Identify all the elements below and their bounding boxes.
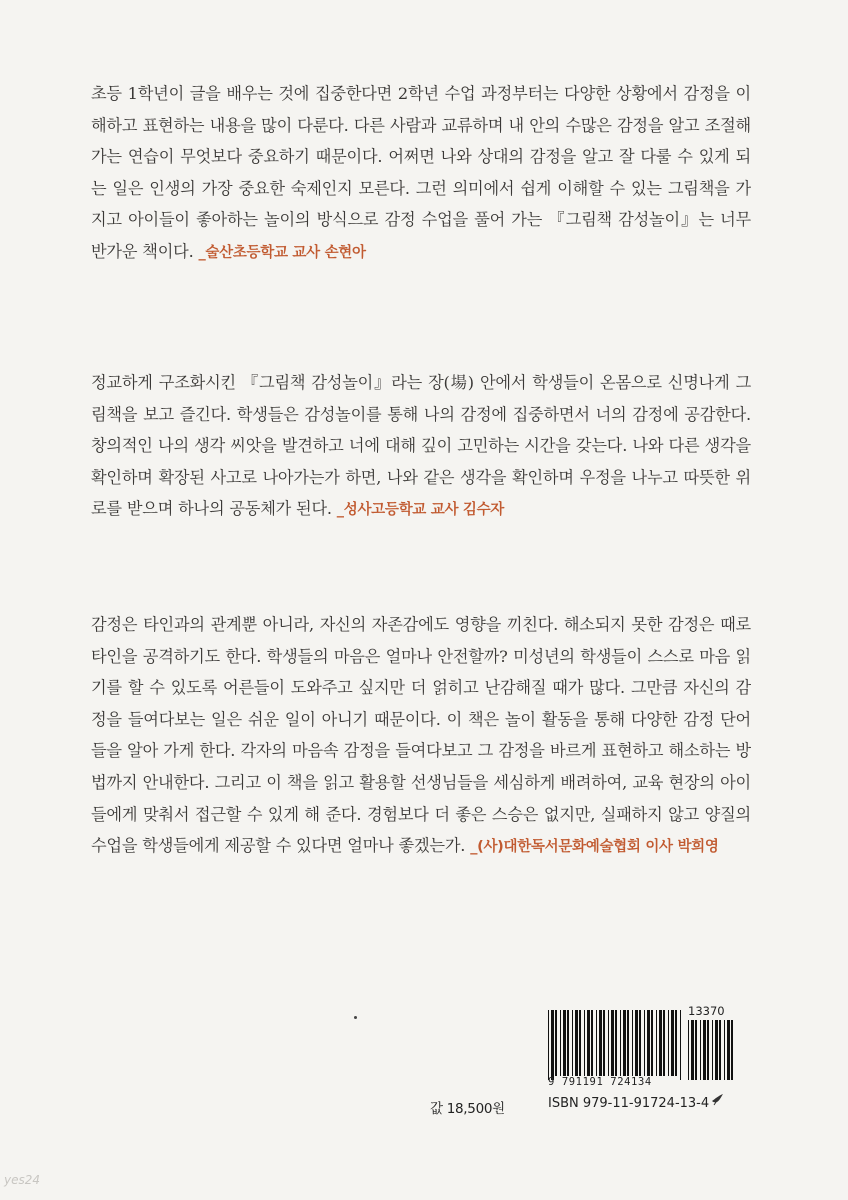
barcode-bar <box>560 1010 561 1076</box>
barcode-bar <box>623 1010 626 1076</box>
barcode-bar <box>596 1010 597 1076</box>
barcode-bar <box>688 1020 689 1080</box>
barcode-bar <box>639 1010 641 1076</box>
barcode-bar <box>620 1010 621 1076</box>
barcode-bar <box>671 1010 674 1076</box>
barcode-bar <box>563 1010 566 1076</box>
barcode-bar <box>731 1020 733 1080</box>
printing-dot <box>354 1016 357 1019</box>
barcode-bar <box>603 1010 605 1076</box>
barcode-bar <box>615 1010 617 1076</box>
barcode-bar <box>591 1010 593 1076</box>
barcode-bar <box>644 1010 645 1076</box>
barcode-bar <box>599 1010 602 1076</box>
barcode-bar <box>608 1010 609 1076</box>
price-label: 값 18,500원 <box>430 1101 505 1117</box>
barcode-bar <box>627 1010 629 1076</box>
quote-2 <box>91 367 751 527</box>
barcode-bar <box>587 1010 590 1076</box>
barcode-bar <box>584 1010 585 1076</box>
barcode-bar <box>611 1010 614 1076</box>
barcode-bar <box>707 1020 709 1080</box>
barcode-bar <box>579 1010 581 1076</box>
quote-3-attribution: _(사)대한독서문화예술협회 이사 박희영 <box>470 839 719 856</box>
barcode-bar <box>691 1020 694 1080</box>
quote-3-text: 감정은 타인과의 관계뿐 아니라, 자신의 자존감에도 영향을 끼친다. 해소되지 못한 감정은 때로 타인을 공격하기도 한다. 학생들의 마음은 얼마나 안전할까? 미성년의 학생들이 스스로 마음 읽기를 할 수 있도록 어른들이 도와주고 싶지만 더 얽히고 난감해질 때가 많다. 그만큼 자신의 감정을 들여다보는 일은 쉬운 일이 아니기 때문이다. 이 책은 놀이 활동을 통해 다양한 감정 단어들을 알아 가게 한다. 각자의 마음속 감정을 들여다보고 그 감정을 바르게 표현하고 해소하는 방법까지 안내한다. 그리고 이 책을 읽고 활용할 선생님들을 세심하게 배려하여, 교육 현장의 아이들에게 맞춰서 접근할 수 있게 해 준다. 경험보다 더 좋은 스승은 없지만, 실패하지 않고 양질의 수업을 학생들에게 제공할 수 있다면 얼마나 좋겠는가. <box>91 615 751 856</box>
barcode-bar <box>675 1010 677 1076</box>
watermark: yes24 <box>4 1173 41 1187</box>
barcode-bar <box>548 1010 549 1080</box>
isbn-text: ISBN 979-11-91724-13-4 <box>548 1096 710 1111</box>
addon-number: 13370 <box>688 1004 725 1018</box>
barcode-bar <box>727 1020 730 1080</box>
barcode-bar <box>703 1020 706 1080</box>
barcode-bar <box>724 1020 725 1080</box>
quote-1-attribution: _술산초등학교 교사 손현아 <box>198 244 366 261</box>
quote-2-attribution: _성사고등학교 교사 김수자 <box>336 502 505 519</box>
barcode-bar <box>695 1020 697 1080</box>
quote-1-text: 초등 1학년이 글을 배우는 것에 집중한다면 2학년 수업 과정부터는 다양한 상황에서 감정을 이해하고 표현하는 내용을 많이 다룬다. 다른 사람과 교류하며 내 안의 수많은 감정을 알고 조절해 가는 연습이 무엇보다 중요하기 때문이다. 어쩌면 나와 상대의 감정을 알고 잘 다룰 수 있게 되는 일은 인생의 가장 중요한 숙제인지 모른다. 그런 의미에서 쉽게 이해할 수 있는 그림책을 가지고 아이들이 좋아하는 놀이의 방식으로 감정 수업을 풀어 가는 『그림책 감성놀이』는 너무 반가운 책이다. <box>91 84 751 261</box>
ean-barcode-bars <box>548 1010 681 1080</box>
barcode-bar <box>575 1010 578 1076</box>
barcode-bar <box>719 1020 721 1080</box>
addon-barcode-bars <box>688 1020 733 1080</box>
quote-2-text: 정교하게 구조화시킨 『그림책 감성놀이』라는 장(場) 안에서 학생들이 온몸으로 신명나게 그림책을 보고 즐긴다. 학생들은 감성놀이를 통해 나의 감정에 집중하면서 너의 감정에 공감한다. 창의적인 나의 생각 씨앗을 발견하고 너에 대해 깊이 고민하는 시간을 갖는다. 나와 다른 생각을 확인하며 확장된 사고로 나아가는가 하면, 나와 같은 생각을 확인하며 우정을 나누고 따뜻한 위로를 받으며 하나의 공동체가 된다. <box>91 373 751 519</box>
barcode-bar <box>567 1010 569 1076</box>
barcode-bar <box>700 1020 701 1080</box>
barcode-bar <box>715 1020 718 1080</box>
barcode-bar <box>632 1010 633 1076</box>
barcode-bar <box>656 1010 657 1076</box>
barcode-bar <box>647 1010 650 1076</box>
barcode-bar <box>555 1010 557 1076</box>
barcode-bar <box>651 1010 653 1076</box>
barcode-bar <box>635 1010 638 1076</box>
barcode-bar <box>663 1010 665 1076</box>
quote-1 <box>91 78 751 270</box>
barcode-bar <box>659 1010 662 1076</box>
barcode-bar <box>572 1010 573 1076</box>
barcode-bar <box>712 1020 713 1080</box>
bird-logo-icon <box>710 1092 726 1106</box>
quote-3 <box>91 609 751 864</box>
barcode-bar <box>551 1010 554 1080</box>
ean-number: 9 791191 724134 <box>548 1076 652 1088</box>
barcode-bar <box>668 1010 669 1076</box>
barcode-bar <box>680 1010 681 1080</box>
